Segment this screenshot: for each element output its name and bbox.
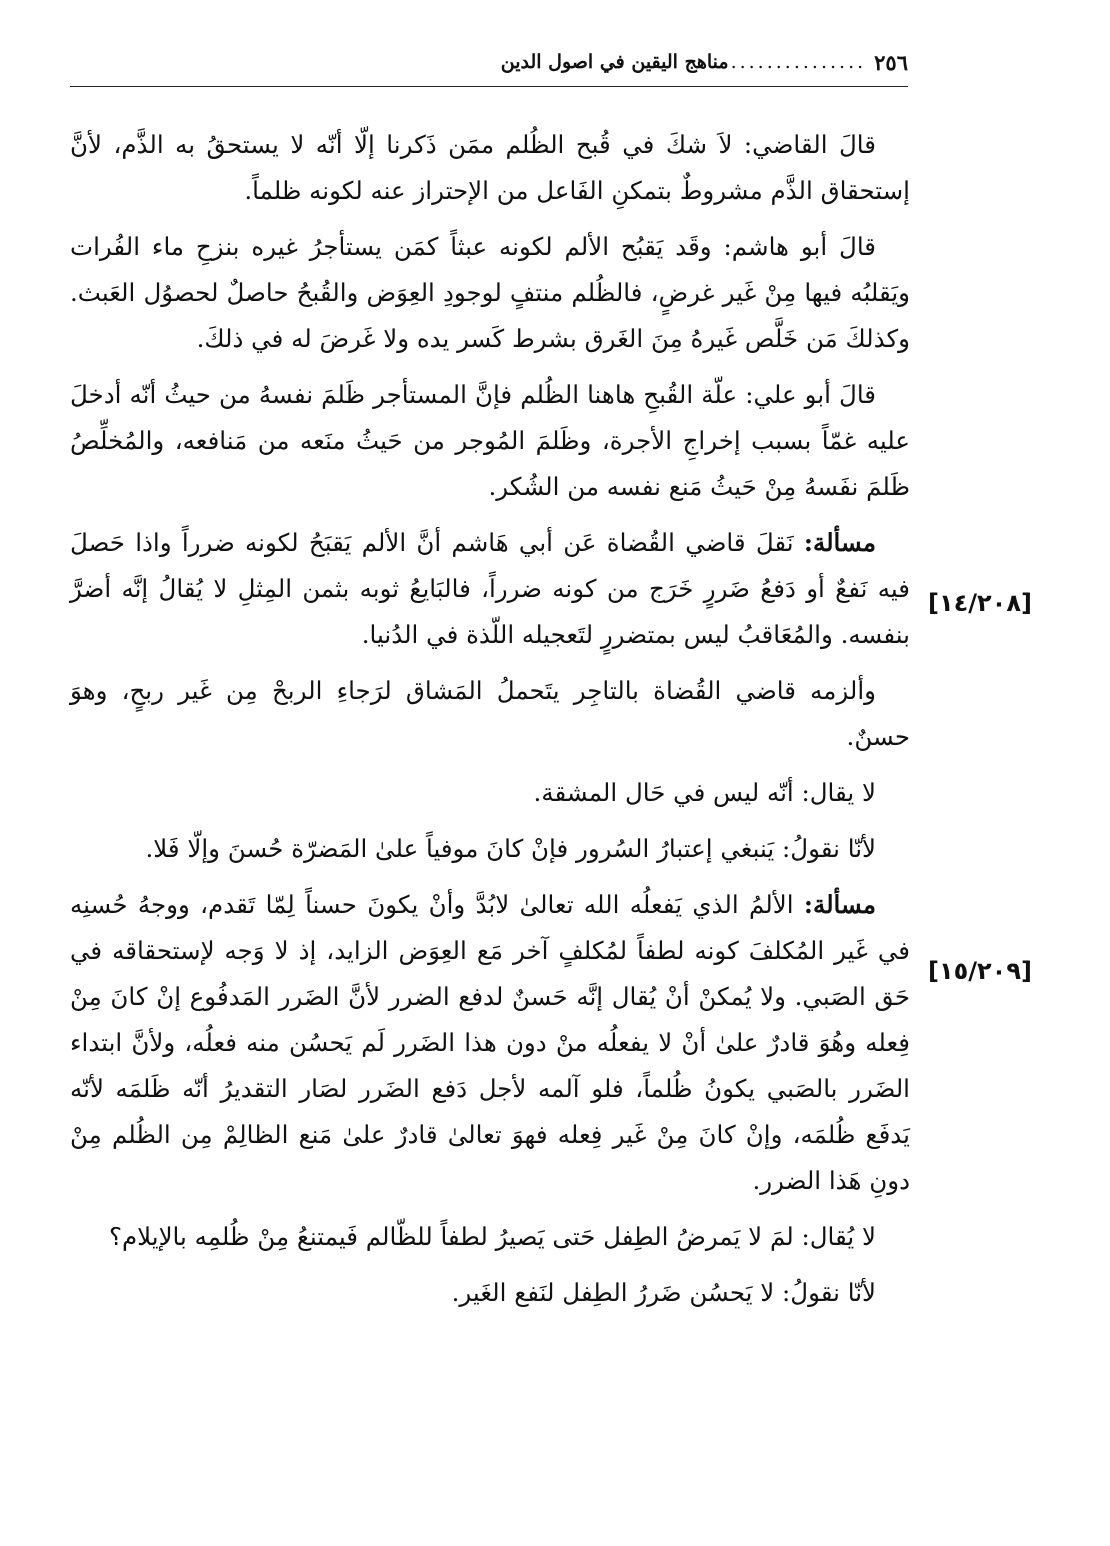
margin-reference-2: [١٥/٢٠٩] [928, 957, 1032, 985]
paragraph-masala-209 [70, 882, 910, 1204]
paragraph-objection [70, 770, 910, 816]
paragraph-text: الألمُ الذي يَفعلُه الله تعالىٰ لابُدَّ وأنْ يكونَ حسناً لِمّا تَقدم، ووجهُ حُسنِه في غَير المُكلفَ كونه لطفاً لمُكلفٍ آخر مَع العِوَض الزايد، إذ لا وَجه لإستحقاقه في حَق الصَبي. ولا يُمكنْ أنْ يُقال إنَّه حَسنٌ لدفع الضرر لأنَّ الضَرر المَدفُوع إنْ كانَ مِنْ فِعله وهُوَ قادرٌ علىٰ أنْ لا يفعلُه منْ دون هذا الضَرر لَم يَحسُن منه فعلُه، ولأنَّ ابتداء الضَرر بالصَبي يكونُ ظُلماً، فلو آلمه لأجل دَفع الضَرر لصَار التقديرُ أنّه ظَلمَه لأنّه يَدفَع ظُلمَه، وإنْ كانَ مِنْ غَير فِعله فهوَ تعالىٰ قادرٌ علىٰ مَنع الظالِمْ مِن الظُلم مِنْ دونِ هَذا الضرر. [70, 890, 910, 1195]
paragraph-text: نَقلَ قاضي القُضاة عَن أبي هَاشم أنَّ الألم يَقبَحُ لكونه ضرراً واذا حَصلَ فيه نَفعٌ أو دَفعُ ضَررٍ خَرَج من كونه ضرراً، فالبَايعُ ثوبه بثمن المِثلِ لا يُقالُ إنَّه أضرَّ بنفسه. والمُعَاقبُ ليس بمتضررٍ لتَعجيله اللّذة في الدُنيا. [70, 528, 910, 649]
paragraph-text: لأنّا نقولُ: يَنبغي إعتبارُ السُرور فإنْ كانَ موفياً علىٰ المَضرّة حُسنَ وإلّا فَلا. [145, 834, 876, 863]
paragraph-reply-2 [70, 1270, 910, 1316]
masala-label: مسألة: [803, 528, 876, 557]
paragraph-text: قالَ القاضي: لاَ شكَ في قُبح الظُلم ممَن ذَكرنا إلّا أنّه لا يستحقُ به الذَّم، لأنَّ إستحقاق الذَّم مشروطٌ بتمكنِ الفَاعل من الإحتراز عنه لكونه ظلماً. [70, 130, 910, 205]
margin-reference-1: [١٤/٢٠٨] [928, 589, 1032, 617]
page-number: ٢٥٦ [874, 49, 908, 75]
header-divider [70, 86, 908, 87]
running-header [70, 42, 908, 82]
paragraph-qadi [70, 122, 910, 214]
paragraph-objection-2 [70, 1214, 910, 1260]
book-title: مناهج اليقين في اصول الدين [500, 51, 729, 73]
masala-label: مسألة: [803, 890, 876, 919]
paragraph-ilzam [70, 668, 910, 760]
paragraph-text: لأنّا نقولُ: لا يَحسُن ضَررُ الطِفل لنَفع الغَير. [451, 1278, 876, 1307]
paragraph-text: قالَ أبو علي: علّة القُبحِ هاهنا الظُلم فإنَّ المستأجر ظَلمَ نفسهُ من حيثُ أنّه أدخلَ عليه غمّاً بسبب إخراجِ الأجرة، وظَلمَ المُوجر من حَيثُ منَعه من مَنافعه، والمُخلِّصُ ظَلمَ نفَسهُ مِنْ حَيثُ مَنع نفسه من الشُكر. [70, 380, 910, 501]
main-text [70, 122, 910, 1326]
paragraph-text: لا يُقال: لمَ لا يَمرضُ الطِفل حَتى يَصيرُ لطفاً للظّالم فَيمتنعُ مِنْ ظُلمِه بالإيلام؟ [108, 1222, 876, 1251]
paragraph-masala-208 [70, 520, 910, 658]
paragraph-abu-hashim [70, 224, 910, 362]
paragraph-text: لا يقال: أنّه ليس في حَال المشقة. [533, 778, 876, 807]
paragraph-text: قالَ أبو هاشم: وقَد يَقبُح الألم لكونه عبثاً كمَن يستأجرُ غيره بنزحِ ماء الفُرات ويَقلبُه فيها مِنْ غَير غرضٍ، فالظُلم منتفٍ لوجودِ العِوَض والقُبحُ حاصلٌ لحصوُل العَبث. وكذلكَ مَن خَلَّص غَيرهُ مِنَ الغَرق بشرط كَسر يده ولا غَرضَ له في ذلكَ. [70, 232, 910, 353]
paragraph-text: وألزمه قاضي القُضاة بالتاجِر يتَحملُ المَشاق لرَجاءِ الربحْ مِن غَير ربحٍ، وهوَ حسنٌ. [70, 676, 910, 751]
paragraph-reply [70, 826, 910, 872]
paragraph-abu-ali [70, 372, 910, 510]
header-dots: ............... [730, 51, 867, 73]
